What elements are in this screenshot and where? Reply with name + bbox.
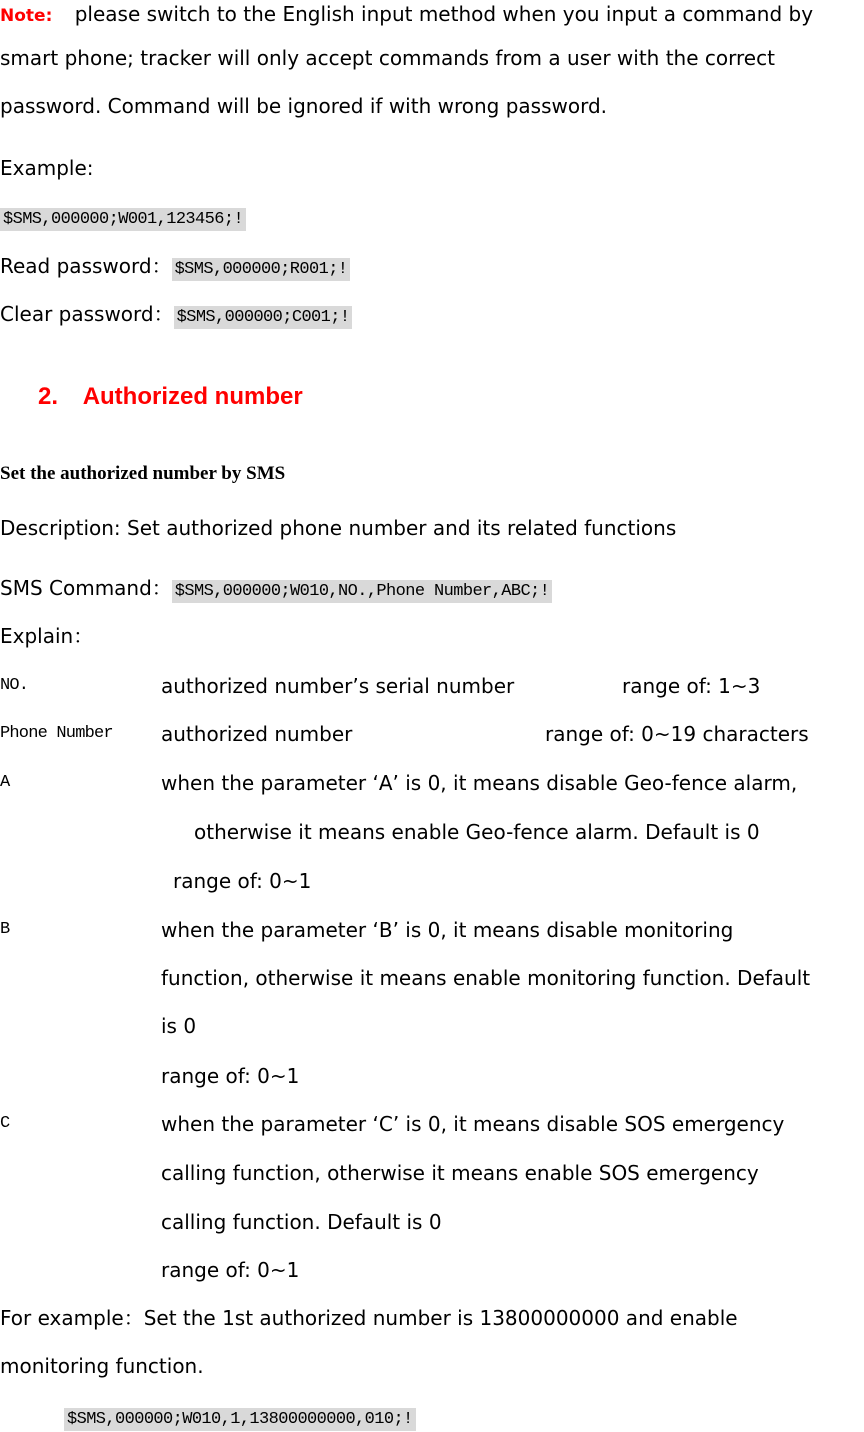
param-a-line-1: when the parameter ‘A’ is 0, it means disable Geo-fence alarm, [161, 771, 798, 795]
explain-label: Explain： [0, 624, 94, 648]
param-a-line-2: otherwise it means enable Geo-fence alarm. Default is 0 [194, 820, 760, 844]
param-c-line-2: calling function, otherwise it means enable SOS emergency [161, 1161, 759, 1185]
example-code-line [0, 204, 246, 232]
for-example-line-2: monitoring function. [0, 1354, 204, 1378]
param-b-line-2: function, otherwise it means enable monitoring function. Default [161, 966, 811, 990]
section-heading [38, 385, 303, 409]
param-b-line-3: is 0 [161, 1014, 197, 1038]
sms-command-label: SMS Command： [0, 576, 172, 600]
note-line-2: smart phone; tracker will only accept commands from a user with the correct [0, 46, 775, 70]
for-example-code-line [64, 1404, 416, 1432]
read-password-line [0, 254, 350, 282]
param-a-line-3: range of: 0~1 [173, 869, 312, 893]
note-label: Note: [0, 6, 53, 26]
param-b-line-1: when the parameter ‘B’ is 0, it means disable monitoring [161, 918, 734, 942]
param-phone-range: range of: 0~19 characters [545, 722, 809, 746]
for-example-code: $SMS,000000;W010,1,13800000000,010;! [64, 1408, 416, 1431]
clear-password-label: Clear password： [0, 302, 174, 326]
param-no-name: NO. [0, 676, 29, 695]
for-example-line-1: For example：Set the 1st authorized number is 13800000000 and enable [0, 1306, 738, 1330]
section-title: Authorized number [82, 383, 303, 410]
note-line-1 [0, 2, 813, 28]
example-code: $SMS,000000;W001,123456;! [0, 208, 246, 231]
example-label: Example: [0, 156, 94, 180]
note-line-3: password. Command will be ignored if with wrong password. [0, 94, 608, 118]
param-c-line-3: calling function. Default is 0 [161, 1210, 442, 1234]
clear-password-line [0, 302, 352, 330]
param-c-name: C [0, 1114, 10, 1133]
param-b-line-4: range of: 0~1 [161, 1064, 300, 1088]
param-b-name: B [0, 920, 10, 939]
param-phone-name: Phone Number [0, 724, 113, 743]
description: Description: Set authorized phone number and its related functions [0, 516, 677, 540]
note-text-1: please switch to the English input method when you input a command by [74, 2, 814, 26]
param-phone-desc: authorized number [161, 722, 353, 746]
param-c-line-1: when the parameter ‘C’ is 0, it means disable SOS emergency [161, 1112, 785, 1136]
read-password-label: Read password： [0, 254, 172, 278]
param-no-desc: authorized number’s serial number [161, 674, 515, 698]
param-a-name: A [0, 773, 10, 792]
sms-command-line [0, 576, 552, 604]
sms-command-code: $SMS,000000;W010,NO.,Phone Number,ABC;! [172, 580, 552, 603]
param-c-line-4: range of: 0~1 [161, 1258, 300, 1282]
clear-password-code: $SMS,000000;C001;! [174, 306, 353, 329]
param-no-range: range of: 1~3 [622, 674, 761, 698]
read-password-code: $SMS,000000;R001;! [172, 258, 351, 281]
subheading: Set the authorized number by SMS [0, 463, 286, 484]
section-number: 2. [38, 383, 59, 410]
